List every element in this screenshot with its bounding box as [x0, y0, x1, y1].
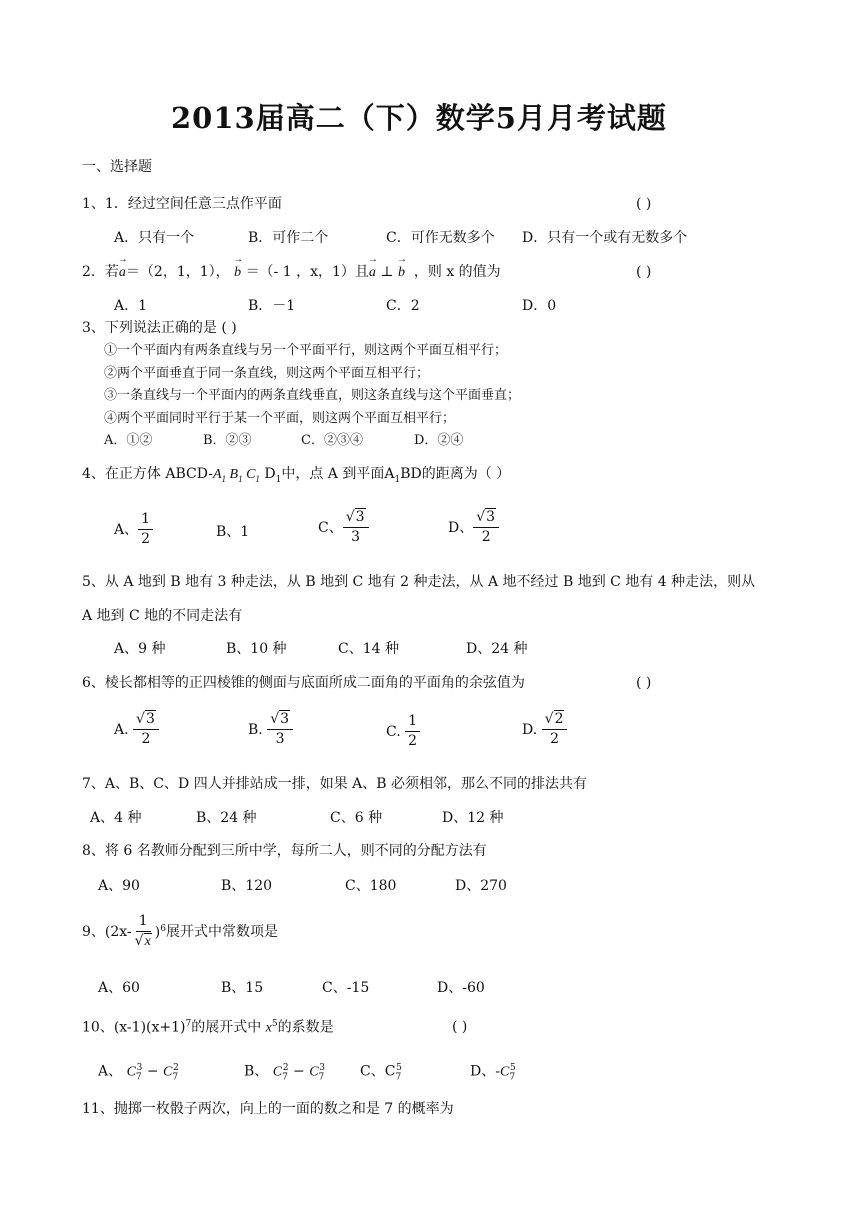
q3-option-c: C．②③④ — [301, 433, 363, 448]
q3-statement-2: ②两个平面垂直于同一条直线，则这两个平面互相平行； — [104, 366, 430, 381]
fraction-sqrt3-over-3: $\frac{√3}{3}$ — [267, 712, 293, 748]
q6-option-c: C. $\frac{1}{2}$ — [386, 714, 420, 750]
q4-option-b: B、1 — [216, 524, 250, 540]
q4-prefix: 4、在正方体 ABCD- — [82, 466, 213, 482]
q1-option-a: A．只有一个 — [114, 230, 195, 246]
q4-option-d: D、 $\frac{√3}{2}$ — [448, 510, 499, 546]
q3-statement-4: ④两个平面同时平行于某一个平面，则这两个平面互相平行； — [104, 411, 456, 426]
q5-stem-line1: 5、从 A 地到 B 地有 3 种走法，从 B 地到 C 地有 2 种走法，从 A 地不经过 B 地到 C 地有 4 种走法，则从 — [82, 574, 756, 590]
q5-option-d: D、24 种 — [466, 641, 528, 657]
q2-option-c: C．2 — [386, 298, 420, 314]
fraction-one-half: $\frac{1}{2}$ — [138, 512, 153, 548]
q1-paren: ( ) — [636, 196, 652, 212]
q8-option-c: C、180 — [345, 878, 397, 894]
q5-option-a: A、9 种 — [114, 641, 166, 657]
vector-a: → a — [369, 266, 376, 280]
q10-option-b: B、 $C_7^2 - C_7^3$ — [244, 1063, 326, 1083]
section-heading: 一、选择题 — [82, 159, 152, 175]
q7-option-b: B、24 种 — [196, 810, 257, 826]
q2-suffix: ，则 x 的值为 — [413, 264, 501, 280]
q3-option-a: A．①② — [104, 433, 153, 448]
q9-option-c: C、-15 — [322, 980, 370, 996]
q9-option-d: D、-60 — [437, 980, 485, 996]
q6-option-a: A. $\frac{√3}{2}$ — [114, 712, 159, 748]
q6-option-b: B. $\frac{√3}{3}$ — [248, 712, 293, 748]
q2-paren: ( ) — [636, 264, 652, 280]
page-title: 2013届高二（下）数学5月月考试题 — [171, 101, 667, 135]
q6-option-d: D. $\frac{√2}{2}$ — [522, 712, 567, 748]
q9-option-b: B、15 — [221, 980, 264, 996]
q8-option-b: B、120 — [221, 878, 273, 894]
q3-option-d: D．②④ — [414, 433, 464, 448]
q2-stem — [82, 265, 501, 280]
q6-paren: ( ) — [636, 675, 652, 691]
q2-a-value: ＝（2，1，1）， — [125, 264, 230, 280]
q8-option-d: D、270 — [455, 878, 507, 894]
q2-prefix: 2．若 — [82, 264, 119, 280]
q9-stem: 9、(2x- $\frac{1}{√x}$ )$^6$ 展开式中常数项是 — [82, 913, 278, 950]
q2-option-d: D．0 — [522, 298, 557, 314]
q3-stem: 3、下列说法正确的是 ( ) — [82, 320, 237, 336]
q10-stem: 10、$(x-1)(x+1)^7$的展开式中 $x^5$的系数是 — [82, 1019, 334, 1036]
q1-option-d: D．只有一个或有无数多个 — [522, 230, 688, 246]
fraction-sqrt3-over-3: $\frac{√3}{3}$ — [343, 510, 369, 546]
q4-suffix: 的距离为（ ） — [421, 466, 511, 482]
q7-stem: 7、A、B、C、D 四人并排站成一排，如果 A、B 必须相邻，那么不同的排法共有 — [82, 776, 587, 792]
q1-stem: 1、1．经过空间任意三点作平面 — [82, 196, 282, 212]
cube-vertices: $A_1$ $B_1$ $C_1$ — [212, 467, 260, 484]
q10-option-a: A、 $C_7^3 - C_7^2$ — [98, 1063, 179, 1083]
q3-statement-1: ①一个平面内有两条直线与另一个平面平行，则这两个平面互相平行； — [104, 343, 508, 358]
q2-option-b: B．－1 — [248, 298, 296, 314]
q1-option-c: C．可作无数多个 — [386, 230, 495, 246]
q8-stem: 8、将 6 名教师分配到三所中学，每所二人，则不同的分配方法有 — [82, 843, 487, 859]
fraction-one-over-sqrt-x: $\frac{1}{√x}$ — [134, 913, 151, 950]
q10-paren: ( ) — [452, 1019, 468, 1035]
q9-option-a: A、60 — [98, 980, 140, 996]
fraction-sqrt2-over-2: $\frac{√2}{2}$ — [542, 712, 568, 748]
q3-option-b: B．②③ — [203, 433, 252, 448]
fraction-one-half: $\frac{1}{2}$ — [405, 714, 420, 750]
q2-option-a: A．1 — [114, 298, 148, 314]
q10-option-d: D、$-C_7^5$ — [470, 1063, 516, 1083]
vector-b: → b — [234, 266, 241, 280]
q11-stem: 11、抛掷一枚骰子两次，向上的一面的数之和是 7 的概率为 — [82, 1101, 454, 1117]
q1-option-b: B．可作二个 — [248, 230, 329, 246]
q3-statement-3: ③一条直线与一个平面内的两条直线垂直，则这条直线与这个平面垂直； — [104, 388, 521, 403]
q4-stem: 4、在正方体 ABCD-$A_1$ $B_1$ $C_1$ $D_1$中，点 A 到平面$A_1BD$的距离为（ ） — [82, 466, 511, 485]
q10-option-c: C、$C_7^5$ — [360, 1063, 402, 1083]
q6-stem: 6、棱长都相等的正四棱锥的侧面与底面所成二面角的平面角的余弦值为 — [82, 675, 525, 691]
q2-b-value: ＝（- 1 ，x，1）且 — [245, 264, 369, 280]
perpendicular-symbol: ⊥ — [380, 264, 394, 280]
q4-option-c: C、 $\frac{√3}{3}$ — [318, 510, 369, 546]
q5-option-c: C、14 种 — [338, 641, 399, 657]
q7-option-c: C、6 种 — [330, 810, 383, 826]
q7-option-a: A、4 种 — [90, 810, 142, 826]
q5-stem-line2: A 地到 C 地的不同走法有 — [82, 608, 243, 624]
vector-b: → b — [398, 266, 405, 280]
fraction-sqrt3-over-2: $\frac{√3}{2}$ — [133, 712, 159, 748]
q5-option-b: B、10 种 — [226, 641, 287, 657]
q4-middle: 中，点 A 到平面 — [281, 466, 385, 482]
q8-option-a: A、90 — [98, 878, 140, 894]
q4-option-a: A、 $\frac{1}{2}$ — [114, 512, 153, 548]
fraction-sqrt3-over-2: $\frac{√3}{2}$ — [473, 510, 499, 546]
q7-option-d: D、12 种 — [442, 810, 504, 826]
vector-a: → a — [119, 266, 126, 280]
